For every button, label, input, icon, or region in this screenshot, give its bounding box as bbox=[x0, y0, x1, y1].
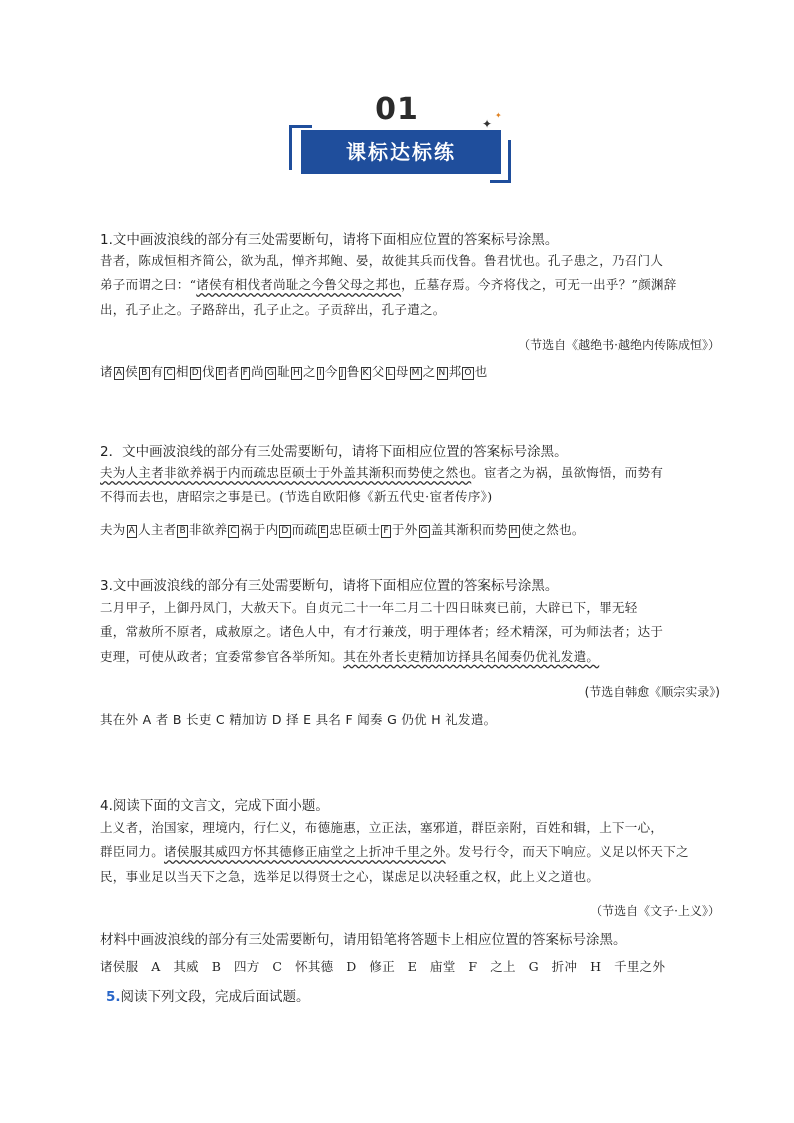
option-box-m: M bbox=[411, 368, 420, 378]
section-number: 01 bbox=[375, 92, 419, 127]
option-box-a: A bbox=[115, 368, 123, 378]
q4-line2 bbox=[100, 840, 720, 864]
section-title-badge: 课标达标练 bbox=[301, 130, 501, 174]
answer-text-segment: 夫为 bbox=[100, 522, 126, 537]
q1-source: （节选自《越绝书·越绝内传陈成恒》） bbox=[518, 338, 720, 352]
answer-text-segment: 母 bbox=[395, 364, 409, 379]
option-box-o: O bbox=[464, 368, 472, 378]
q5-number: 5. bbox=[106, 989, 121, 1005]
q4-line1: 上义者，治国家，理境内，行仁义，布德施惠，立正法，塞邪道，群臣亲附，百姓和辑，上下一心， bbox=[100, 820, 664, 835]
option-box-c: C bbox=[166, 368, 173, 378]
q4-source: （节选自《文子·上义》） bbox=[590, 904, 720, 918]
answer-text-segment: 侯 bbox=[125, 364, 139, 379]
answer-text-segment: 邦 bbox=[448, 364, 462, 379]
answer-text-segment: 鲁 bbox=[346, 364, 360, 379]
option-box-i: I bbox=[318, 368, 322, 378]
q1-wavy-text: 诸侯有相伐者尚耻之今鲁父母之邦也 bbox=[196, 277, 402, 293]
q4-line3: 民，事业足以当天下之急，选举足以得贤士之心，谋虑足以决轻重之权，此上义之道也。 bbox=[100, 868, 600, 884]
option-box-e: E bbox=[320, 526, 327, 536]
answer-text-segment: 忠臣硕士 bbox=[329, 522, 381, 537]
option-box-h: H bbox=[510, 526, 518, 536]
q2-passage bbox=[100, 461, 720, 510]
q4-instruction: 材料中画波浪线的部分有三处需要断句，请用铅笔将答题卡上相应位置的答案标号涂黑。 bbox=[100, 932, 627, 948]
answer-text-segment: 诸 bbox=[100, 364, 113, 379]
q4-line2-text: 群臣同力。 bbox=[100, 844, 165, 860]
option-box-j: J bbox=[340, 368, 344, 378]
q5-prompt: 阅读下列文段，完成后面试题。 bbox=[120, 989, 310, 1005]
answer-text-segment: 耻 bbox=[277, 364, 291, 379]
answer-text-segment: 非欲养 bbox=[188, 522, 228, 537]
q2-prompt: 2．文中画波浪线的部分有三处需要断句，请将下面相应位置的答案标号涂黑。 bbox=[100, 444, 568, 460]
q2-line2: 不得而去也，唐昭宗之事是已。(节选自欧阳修《新五代史·宦者传序》) bbox=[100, 489, 493, 505]
q4-answer-options: 诸侯服 A 其威 B 四方 C 怀其德 D 修正 E 庙堂 F 之上 G 折冲 H 千里之外 bbox=[100, 959, 666, 974]
q1-line2-rest: ，丘墓存焉。今齐将伐之，可无一出乎？”颜渊辞 bbox=[401, 277, 677, 293]
q1-answer-options bbox=[100, 362, 720, 380]
answer-text-segment: 有 bbox=[150, 364, 164, 379]
answer-text-segment: 父 bbox=[371, 364, 385, 379]
option-box-d: D bbox=[191, 368, 200, 378]
option-box-g: G bbox=[420, 526, 428, 536]
q1-prompt: 1.文中画波浪线的部分有三处需要断句，请将下面相应位置的答案标号涂黑。 bbox=[100, 232, 559, 248]
option-box-c: C bbox=[230, 526, 237, 536]
q1-line2 bbox=[100, 273, 720, 297]
q5-heading bbox=[106, 985, 706, 1005]
option-box-g: G bbox=[266, 368, 275, 378]
q3-line1: 二月甲子，上御丹凤门，大赦天下。自贞元二十一年二月二十四日昧爽已前，大辟已下，罪无轻 bbox=[100, 600, 638, 615]
answer-text-segment: 也 bbox=[474, 364, 488, 379]
option-box-b: B bbox=[179, 526, 186, 536]
q2-line1 bbox=[100, 461, 720, 485]
answer-text-segment: 之 bbox=[422, 364, 436, 379]
sparkle-small-icon: ✦ bbox=[495, 111, 502, 120]
q3-line2: 重，常赦所不原者，咸赦原之。诸色人中，有才行兼茂，明于理体者；经术精深，可为师法者；达于 bbox=[100, 624, 664, 640]
answer-text-segment: 相 bbox=[175, 364, 189, 379]
q2-answer-options bbox=[100, 520, 720, 538]
answer-text-segment: 伐 bbox=[202, 364, 215, 379]
q3-prompt: 3.文中画波浪线的部分有三处需要断句，请将下面相应位置的答案标号涂黑。 bbox=[100, 578, 559, 594]
q4-wavy-text: 诸侯服其威四方怀其德修正庙堂之上折冲千里之外 bbox=[164, 844, 446, 860]
q3-wavy-text: 其在外者长吏精加访择具名闻奏仍优礼发遣。 bbox=[343, 648, 600, 664]
option-box-h: H bbox=[293, 368, 301, 378]
answer-text-segment: 尚 bbox=[251, 364, 264, 379]
answer-text-segment: 盖其渐积而势 bbox=[430, 522, 508, 537]
option-box-f: F bbox=[242, 368, 249, 378]
answer-text-segment: 人主者 bbox=[138, 522, 177, 537]
option-box-e: E bbox=[217, 368, 224, 378]
option-box-l: L bbox=[387, 368, 393, 378]
option-box-f: F bbox=[383, 526, 389, 536]
option-box-n: N bbox=[438, 368, 446, 378]
q3-line3-text: 吏理，可使从政者；宜委常参官各举所知。 bbox=[100, 648, 344, 664]
q3-line3 bbox=[100, 645, 720, 669]
q3-answer-options: 其在外 A 者 B 长吏 C 精加访 D 择 E 具名 F 闻奏 G 仍优 H 礼发遣。 bbox=[100, 712, 497, 727]
option-box-d: D bbox=[281, 526, 289, 536]
answer-text-segment: 而疏 bbox=[291, 522, 318, 537]
option-box-b: B bbox=[141, 368, 148, 378]
q3-source: (节选自韩愈《顺宗实录》) bbox=[584, 685, 720, 699]
q4-passage bbox=[100, 816, 720, 889]
q3-passage bbox=[100, 596, 720, 669]
q1-line1: 昔者，陈成恒相齐简公，欲为乱，惮齐邦鲍、晏，故徙其兵而伐鲁。鲁君忧也。孔子患之，乃召门人 bbox=[100, 253, 664, 268]
answer-text-segment: 者 bbox=[226, 364, 240, 379]
q4-line2-rest: 。发号行令，而天下响应。义足以怀天下之 bbox=[445, 844, 689, 860]
answer-text-segment: 于外 bbox=[391, 522, 418, 537]
answer-text-segment: 祸于内 bbox=[239, 522, 279, 537]
q1-line3: 出，孔子止之。子路辞出，孔子止之。子贡辞出，孔子遣之。 bbox=[100, 301, 446, 317]
option-box-a: A bbox=[128, 526, 136, 536]
q2-wavy-text: 夫为人主者非欲养祸于内而疏忠臣硕士于外盖其渐积而势使之然也 bbox=[100, 465, 472, 480]
q4-prompt: 4.阅读下面的文言文，完成下面小题。 bbox=[100, 798, 329, 814]
answer-text-segment: 今 bbox=[324, 364, 338, 379]
answer-text-segment: 使之然也。 bbox=[520, 522, 585, 537]
answer-text-segment: 之 bbox=[303, 364, 316, 379]
option-box-k: K bbox=[362, 368, 369, 378]
q1-line2-text: 弟子而谓之曰：“ bbox=[100, 277, 197, 293]
q1-passage bbox=[100, 249, 720, 322]
sparkle-icon: ✦ bbox=[482, 117, 493, 131]
q2-line1-rest: 。宦者之为祸，虽欲悔悟，而势有 bbox=[471, 465, 664, 480]
